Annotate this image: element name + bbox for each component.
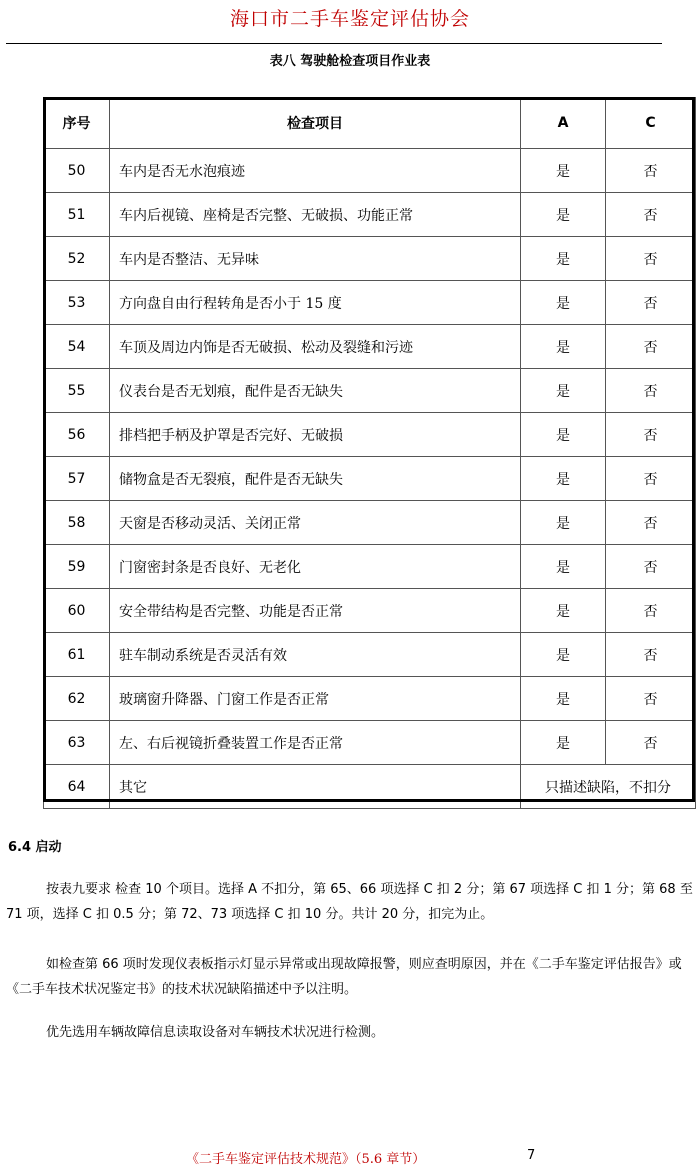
row-option-c: 否 — [606, 237, 696, 281]
row-option-c: 否 — [606, 281, 696, 325]
row-number: 63 — [44, 721, 110, 765]
table-outer-border — [43, 97, 695, 802]
row-option-c: 否 — [606, 193, 696, 237]
column-header-a: A — [521, 98, 606, 149]
row-option-a: 是 — [521, 501, 606, 545]
column-header-c: C — [606, 98, 696, 149]
table-title: 表八 驾驶舱检查项目作业表 — [269, 54, 431, 69]
row-option-a: 是 — [521, 149, 606, 193]
row-option-a: 是 — [521, 457, 606, 501]
header-divider — [6, 43, 662, 44]
row-option-a: 是 — [521, 237, 606, 281]
row-item: 玻璃窗升降器、门窗工作是否正常 — [110, 677, 521, 721]
row-option-c: 否 — [606, 633, 696, 677]
row-item: 仪表台是否无划痕，配件是否无缺失 — [110, 369, 521, 413]
row-option-c: 否 — [606, 149, 696, 193]
row-number: 50 — [44, 149, 110, 193]
row-option-c: 否 — [606, 457, 696, 501]
row-number: 51 — [44, 193, 110, 237]
row-item: 安全带结构是否完整、功能是否正常 — [110, 589, 521, 633]
column-header-item: 检查项目 — [110, 98, 521, 149]
row-number: 54 — [44, 325, 110, 369]
column-header-number: 序号 — [44, 98, 110, 149]
document-header-title: 海口市二手车鉴定评估协会 — [229, 8, 470, 30]
row-item: 车顶及周边内饰是否无破损、松动及裂缝和污迹 — [110, 325, 521, 369]
row-option-c: 否 — [606, 589, 696, 633]
row-item: 门窗密封条是否良好、无老化 — [110, 545, 521, 589]
row-option-a: 是 — [521, 633, 606, 677]
row-number: 59 — [44, 545, 110, 589]
row-item: 车内后视镜、座椅是否完整、无破损、功能正常 — [110, 193, 521, 237]
row-item: 其它 — [110, 765, 521, 809]
paragraph-diagnostic-device: 优先选用车辆故障信息读取设备对车辆技术状况进行检测。 — [46, 1025, 385, 1040]
row-number: 52 — [44, 237, 110, 281]
row-option-c: 否 — [606, 545, 696, 589]
row-item: 排档把手柄及护罩是否完好、无破损 — [110, 413, 521, 457]
row-item: 储物盒是否无裂痕，配件是否无缺失 — [110, 457, 521, 501]
row-item: 天窗是否移动灵活、关闭正常 — [110, 501, 521, 545]
paragraph-scoring-rules: 按表九要求 检查 10 个项目。选择 A 不扣分，第 65、66 项选择 C 扣 2 分；第 67 项选择 C 扣 1 分；第 68 至 71 项，选择 C 扣 0.5 分；第 72、73 项选择 C 扣 10 分。共计 20 分，扣完为止。 — [6, 882, 693, 922]
row-number: 61 — [44, 633, 110, 677]
row-option-a: 是 — [521, 545, 606, 589]
row-item: 车内是否整洁、无异味 — [110, 237, 521, 281]
page-number: 7 — [527, 1148, 536, 1163]
row-number: 53 — [44, 281, 110, 325]
row-option-a: 是 — [521, 369, 606, 413]
paragraph-warning-note: 如检查第 66 项时发现仪表板指示灯显示异常或出现故障报警，则应查明原因，并在《二手车鉴定评估报告》或《二手车技术状况鉴定书》的技术状况缺陷描述中予以注明。 — [6, 957, 682, 997]
row-number: 60 — [44, 589, 110, 633]
row-option-c: 否 — [606, 413, 696, 457]
row-item: 左、右后视镜折叠装置工作是否正常 — [110, 721, 521, 765]
footer-reference: 《二手车鉴定评估技术规范》（5.6 章节） — [186, 1152, 426, 1167]
row-number: 56 — [44, 413, 110, 457]
row-option-a: 是 — [521, 589, 606, 633]
row-option-a: 是 — [521, 413, 606, 457]
row-number: 58 — [44, 501, 110, 545]
row-option-a: 是 — [521, 721, 606, 765]
row-option-a: 是 — [521, 193, 606, 237]
row-item: 车内是否无水泡痕迹 — [110, 149, 521, 193]
row-option-c: 否 — [606, 677, 696, 721]
row-number: 64 — [44, 765, 110, 809]
row-item: 方向盘自由行程转角是否小于 15 度 — [110, 281, 521, 325]
row-option-c: 否 — [606, 721, 696, 765]
row-option-c: 否 — [606, 501, 696, 545]
row-option-a: 是 — [521, 677, 606, 721]
row-number: 55 — [44, 369, 110, 413]
row-option-c: 否 — [606, 325, 696, 369]
row-number: 57 — [44, 457, 110, 501]
row-item: 驻车制动系统是否灵活有效 — [110, 633, 521, 677]
section-heading: 6.4 启动 — [8, 840, 62, 855]
row-note: 只描述缺陷，不扣分 — [521, 765, 696, 809]
row-option-c: 否 — [606, 369, 696, 413]
row-number: 62 — [44, 677, 110, 721]
row-option-a: 是 — [521, 281, 606, 325]
row-option-a: 是 — [521, 325, 606, 369]
